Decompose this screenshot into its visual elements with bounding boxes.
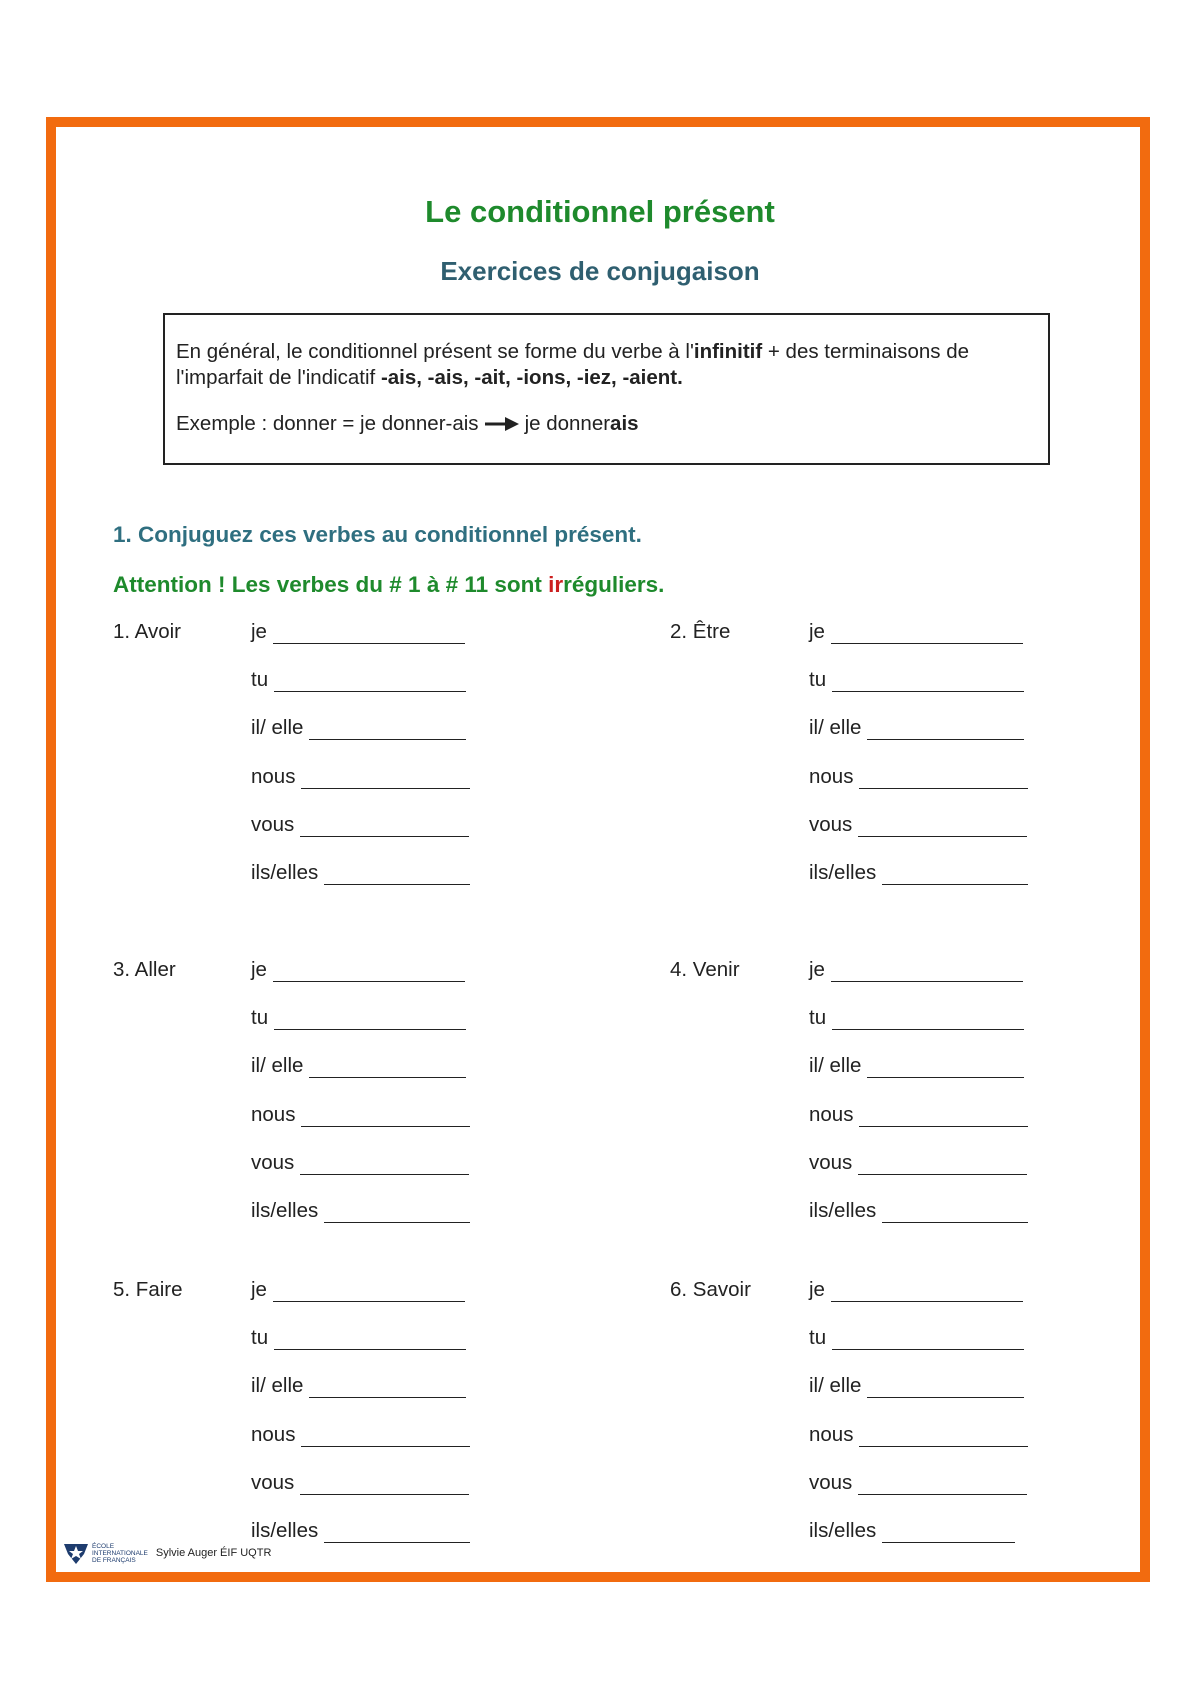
conjugation-row (809, 668, 1024, 692)
school-logo-icon (62, 1540, 90, 1566)
example-result (525, 411, 639, 437)
conjugation-row (809, 1423, 1028, 1447)
pronoun-label: je (251, 1278, 267, 1301)
rule-intro: En général, le conditionnel présent se forme du verbe à l' (176, 340, 694, 363)
page-subtitle: Exercices de conjugaison (440, 256, 760, 286)
pronoun-label: tu (251, 1326, 269, 1350)
exercise-title: 1. Conjuguez ces verbes au conditionnel présent. (113, 522, 642, 547)
answer-blank[interactable] (858, 1156, 1027, 1175)
answer-blank[interactable] (324, 866, 470, 885)
answer-blank[interactable] (273, 1283, 465, 1302)
answer-blank[interactable] (859, 1428, 1028, 1447)
logo-line-1: ÉCOLE (92, 1542, 115, 1550)
rule-end-punct: . (677, 366, 683, 389)
conjugation-row (251, 1278, 465, 1302)
pronoun-label: ils/elles (251, 861, 319, 884)
conjugation-row (809, 1006, 1024, 1030)
answer-blank[interactable] (309, 1059, 466, 1078)
conjugation-row (809, 716, 1024, 740)
rule-text (176, 339, 1036, 391)
answer-blank[interactable] (859, 1108, 1028, 1127)
answer-blank[interactable] (301, 1428, 470, 1447)
pronoun-label: je (809, 1278, 825, 1301)
page-title: Le conditionnel présent (425, 194, 775, 229)
pronoun-label: je (251, 620, 267, 643)
answer-blank[interactable] (867, 1059, 1024, 1078)
conjugation-row (251, 1054, 466, 1078)
answer-blank[interactable] (832, 1011, 1024, 1030)
conjugation-row (251, 1423, 470, 1447)
pronoun-label: nous (809, 1102, 854, 1126)
answer-blank[interactable] (301, 1108, 470, 1127)
pronoun-label: vous (251, 1470, 295, 1494)
answer-blank[interactable] (882, 866, 1028, 885)
conjugation-row (251, 716, 466, 740)
verb-label: 5. Faire (113, 1278, 183, 1301)
conjugation-row (809, 1471, 1027, 1495)
pronoun-label: ils/elles (809, 1519, 877, 1542)
conjugation-row (809, 765, 1028, 789)
conjugation-row (809, 958, 1023, 982)
pronoun-label: tu (809, 1326, 827, 1350)
conjugation-row (251, 668, 466, 692)
pronoun-label: tu (251, 668, 269, 692)
answer-blank[interactable] (867, 1379, 1024, 1398)
answer-blank[interactable] (273, 625, 465, 644)
answer-blank[interactable] (324, 1204, 470, 1223)
answer-blank[interactable] (831, 1283, 1023, 1302)
answer-blank[interactable] (859, 770, 1028, 789)
conjugation-row (251, 1374, 466, 1398)
pronoun-label: il/ elle (809, 1054, 862, 1078)
pronoun-label: tu (809, 1006, 827, 1030)
conjugation-row (251, 1103, 470, 1127)
attention-start: Attention ! Les verbes du # 1 à # 11 sont (113, 572, 549, 597)
pronoun-label: nous (809, 764, 854, 788)
rule-endings: -ais, -ais, -ait, -ions, -iez, -aient (380, 366, 678, 389)
answer-blank[interactable] (274, 673, 466, 692)
answer-blank[interactable] (858, 818, 1027, 837)
conjugation-row (251, 1006, 466, 1030)
answer-blank[interactable] (301, 770, 470, 789)
conjugation-row (809, 813, 1027, 837)
rule-box (163, 313, 1050, 465)
attention-note (113, 572, 664, 598)
conjugation-row (251, 958, 465, 982)
pronoun-label: je (251, 958, 267, 981)
example-result-prefix: je donner (524, 412, 611, 435)
answer-blank[interactable] (273, 963, 465, 982)
pronoun-label: il/ elle (251, 716, 304, 740)
pronoun-label: il/ elle (251, 1374, 304, 1398)
pronoun-label: il/ elle (809, 1374, 862, 1398)
conjugation-row (809, 620, 1023, 644)
footer (62, 1540, 271, 1566)
pronoun-label: ils/elles (251, 1199, 319, 1222)
answer-blank[interactable] (309, 1379, 466, 1398)
pronoun-label: vous (809, 1150, 853, 1174)
attention-end: réguliers. (563, 572, 665, 597)
answer-blank[interactable] (832, 1331, 1024, 1350)
pronoun-label: vous (809, 1470, 853, 1494)
verb-label: 6. Savoir (670, 1278, 751, 1301)
conjugation-row (809, 861, 1028, 885)
answer-blank[interactable] (309, 721, 466, 740)
conjugation-row (251, 620, 465, 644)
pronoun-label: je (809, 958, 825, 981)
conjugation-row (251, 1326, 466, 1350)
answer-blank[interactable] (882, 1524, 1015, 1543)
conjugation-row (251, 1199, 470, 1223)
pronoun-label: tu (251, 1006, 269, 1030)
pronoun-label: nous (809, 1422, 854, 1446)
pronoun-label: nous (251, 1422, 296, 1446)
rule-mid: + des terminaisons de l'imparfait de l'indicatif (176, 340, 970, 389)
conjugation-row (809, 1151, 1027, 1175)
pronoun-label: ils/elles (809, 861, 877, 884)
answer-blank[interactable] (300, 1476, 469, 1495)
answer-blank[interactable] (831, 963, 1023, 982)
answer-blank[interactable] (274, 1331, 466, 1350)
pronoun-label: nous (251, 764, 296, 788)
answer-blank[interactable] (867, 721, 1024, 740)
footer-credit: Sylvie Auger ÉIF UQTR (155, 1547, 272, 1559)
conjugation-row (251, 1471, 469, 1495)
example-prefix: Exemple : donner = je donner-ais (176, 412, 479, 435)
arrow-right-icon (485, 416, 519, 432)
pronoun-label: il/ elle (809, 716, 862, 740)
example-result-ending: ais (610, 412, 639, 435)
answer-blank[interactable] (300, 818, 469, 837)
answer-blank[interactable] (324, 1524, 470, 1543)
pronoun-label: ils/elles (809, 1199, 877, 1222)
answer-blank[interactable] (832, 673, 1024, 692)
rule-example (176, 411, 1036, 437)
conjugation-row (251, 861, 470, 885)
answer-blank[interactable] (882, 1204, 1028, 1223)
conjugation-row (809, 1278, 1023, 1302)
verb-label: 4. Venir (670, 958, 740, 981)
conjugation-row (251, 765, 470, 789)
rule-infinitif: infinitif (693, 340, 763, 363)
conjugation-row (251, 813, 469, 837)
verb-label: 1. Avoir (113, 620, 181, 643)
school-logo-text (92, 1543, 148, 1564)
verb-label: 2. Être (670, 620, 731, 643)
conjugation-row (809, 1326, 1024, 1350)
conjugation-row (809, 1519, 1015, 1543)
logo-line-3: DE FRANÇAIS (92, 1556, 136, 1564)
conjugation-row (251, 1151, 469, 1175)
answer-blank[interactable] (300, 1156, 469, 1175)
pronoun-label: tu (809, 668, 827, 692)
conjugation-row (809, 1103, 1028, 1127)
logo-line-2: INTERNATIONALE (92, 1549, 148, 1557)
pronoun-label: nous (251, 1102, 296, 1126)
answer-blank[interactable] (858, 1476, 1027, 1495)
conjugation-row (809, 1054, 1024, 1078)
pronoun-label: je (809, 620, 825, 643)
answer-blank[interactable] (831, 625, 1023, 644)
pronoun-label: ils/elles (251, 1519, 319, 1542)
attention-red: ir (548, 572, 564, 597)
pronoun-label: vous (809, 812, 853, 836)
conjugation-row (809, 1199, 1028, 1223)
answer-blank[interactable] (274, 1011, 466, 1030)
pronoun-label: vous (251, 1150, 295, 1174)
conjugation-row (809, 1374, 1024, 1398)
pronoun-label: il/ elle (251, 1054, 304, 1078)
conjugation-row (251, 1519, 470, 1543)
verb-label: 3. Aller (113, 958, 176, 981)
pronoun-label: vous (251, 812, 295, 836)
